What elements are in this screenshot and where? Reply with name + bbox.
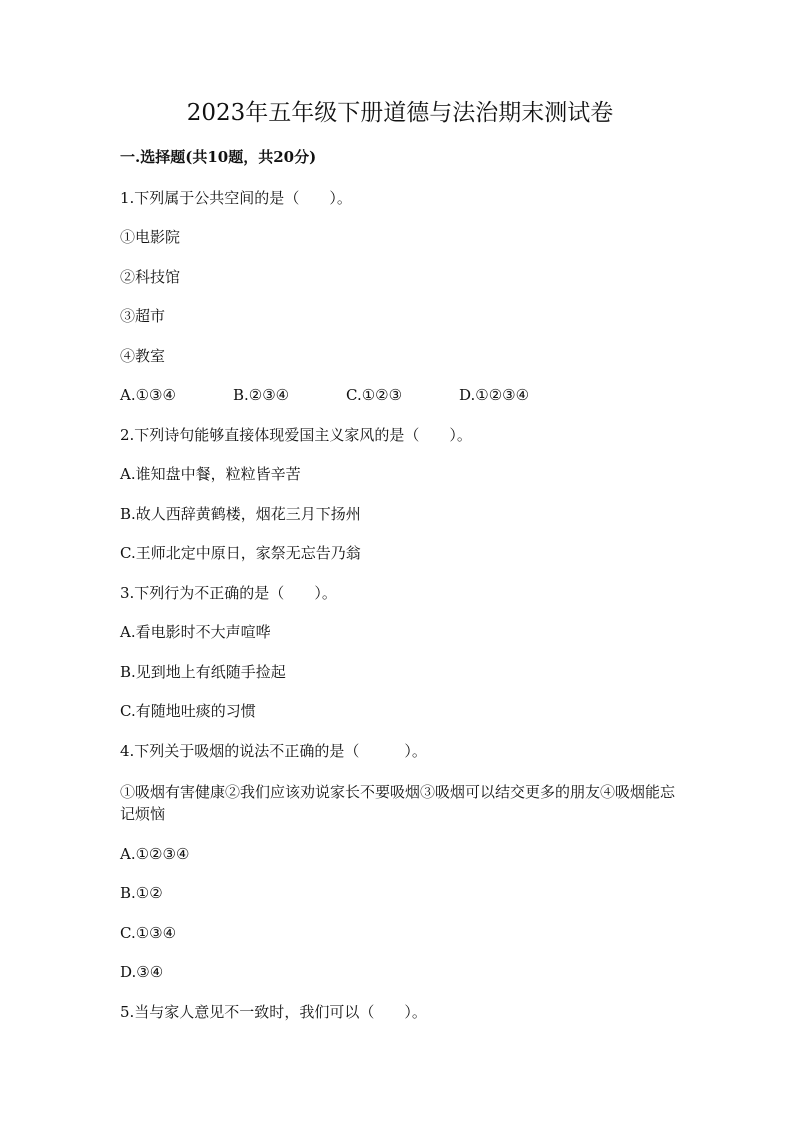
question-2-option-c: C.王师北定中原日，家祭无忘告乃翁 (120, 544, 361, 562)
question-3-option-b: B.见到地上有纸随手捡起 (120, 663, 286, 681)
question-1-stem: 1.下列属于公共空间的是（ ）。 (120, 189, 352, 207)
question-1-options (120, 384, 580, 406)
question-1-item-3: ③超市 (120, 307, 166, 325)
question-1-item-1: ①电影院 (120, 228, 181, 246)
question-1-item-2: ②科技馆 (120, 268, 181, 286)
question-1-option-d: D.①②③④ (459, 386, 530, 404)
question-1-option-a: A.①③④ (120, 386, 176, 404)
question-4-option-a: A.①②③④ (120, 845, 190, 863)
question-2-stem: 2.下列诗句能够直接体现爱国主义家风的是（ ）。 (120, 426, 472, 444)
question-2-option-b: B.故人西辞黄鹤楼，烟花三月下扬州 (120, 505, 361, 523)
question-4-option-c: C.①③④ (120, 924, 177, 942)
question-3-stem: 3.下列行为不正确的是（ ）。 (120, 584, 337, 602)
question-1-option-b: B.②③④ (233, 386, 290, 404)
section-heading: 一.选择题(共10题，共20分) (120, 148, 317, 166)
question-3-option-c: C.有随地吐痰的习惯 (120, 702, 256, 720)
page-title: 2023年五年级下册道德与法治期末测试卷 (186, 100, 614, 126)
question-1-option-c: C.①②③ (346, 386, 403, 404)
question-4-option-b: B.①② (120, 884, 163, 902)
question-3-option-a: A.看电影时不大声喧哗 (120, 623, 271, 641)
question-4-stem: 4.下列关于吸烟的说法不正确的是（ ）。 (120, 742, 427, 760)
question-4-option-d: D.③④ (120, 963, 164, 981)
question-1-item-4: ④教室 (120, 347, 166, 365)
question-2-option-a: A.谁知盘中餐，粒粒皆辛苦 (120, 465, 301, 483)
question-4-statement: ①吸烟有害健康②我们应该劝说家长不要吸烟③吸烟可以结交更多的朋友④吸烟能忘记烦恼 (120, 783, 676, 823)
question-5-stem: 5.当与家人意见不一致时，我们可以（ ）。 (120, 1003, 427, 1021)
